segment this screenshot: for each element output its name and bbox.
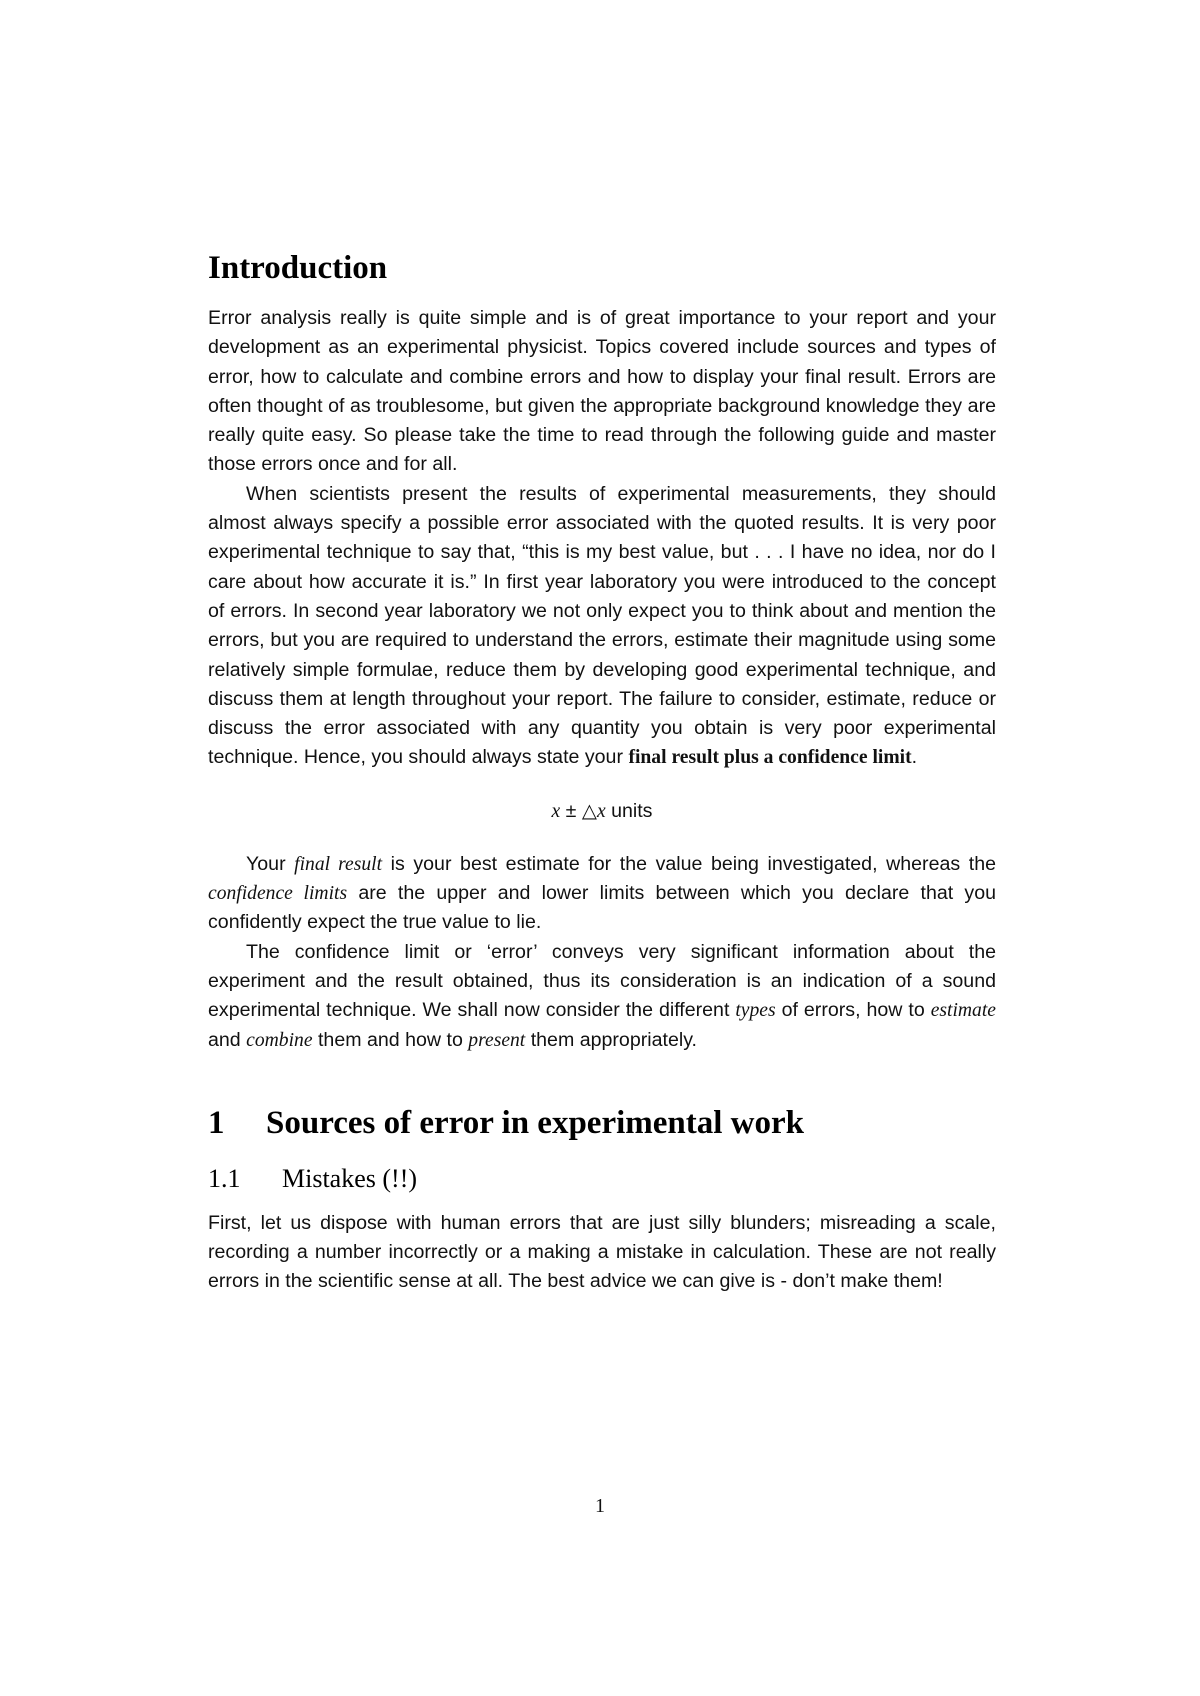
p4-text-3: and	[208, 1028, 247, 1051]
p3-text-3: are the upper and lower limits between which you declare that you confidently expect the true value to lie.	[208, 882, 997, 934]
result-equation	[208, 797, 996, 826]
equation-x: x	[551, 800, 561, 822]
subsection-1-1-heading	[208, 1161, 996, 1197]
p4-text-5: them appropriately.	[525, 1028, 697, 1051]
intro-paragraph-4	[208, 938, 996, 1055]
section-1-title: Sources of error in experimental work	[266, 1104, 804, 1141]
estimate-emphasis: estimate	[930, 1000, 996, 1022]
equation-units: units	[605, 799, 653, 822]
section-1-number: 1	[208, 1104, 225, 1141]
intro-paragraph-1: Error analysis really is quite simple and is of great importance to your report and your development as an experimental physicist. Topics covered include sources and types of error, how to calculate and combine errors and how to display your final result. Errors are often thought of as troublesome, but given the appropriate background knowledge they are really quite easy. So please take the time to read through the following guide and master those errors once and for all.	[208, 307, 996, 476]
mistakes-paragraph: First, let us dispose with human errors that are just silly blunders; misreading a scale, recording a number incorrectly or a making a mistake in calculation. These are not really errors in the scientific sense at all. The best advice we can give is - don’t make them!	[208, 1211, 996, 1293]
p3-text-2: is your best estimate for the value being investigated, whereas the	[382, 852, 996, 875]
confidence-limit-phrase: final result plus a confidence limit	[628, 747, 912, 769]
p4-text-2: of errors, how to	[775, 999, 931, 1022]
section-1-heading	[208, 1101, 996, 1145]
types-emphasis: types	[735, 1000, 776, 1022]
confidence-limits-emphasis: confidence limits	[208, 883, 348, 905]
intro-paragraph-2-end: .	[911, 746, 918, 769]
present-emphasis: present	[468, 1029, 526, 1051]
page-number: 1	[595, 1495, 605, 1517]
subsection-1-1-title: Mistakes (!!)	[282, 1163, 418, 1193]
introduction-heading: Introduction	[208, 250, 388, 286]
equation-plus-minus-delta: ± △	[560, 799, 597, 822]
p4-text-1: The confidence limit or ‘error’ conveys very significant information about the experiment and the result obtained, thus its consideration is an indication of a sound experimental technique. We shall now consider the different	[208, 940, 996, 1022]
equation-delta-x: x	[596, 800, 606, 822]
subsection-1-1-number: 1.1	[208, 1163, 241, 1193]
document-page	[208, 240, 996, 1297]
combine-emphasis: combine	[246, 1029, 313, 1051]
p4-text-4: them and how to	[312, 1028, 469, 1051]
intro-paragraph-2-text: When scientists present the results of experimental measurements, they should almost always specify a possible error associated with the quoted results. It is very poor experimental technique to say that, “this is my best value, but . . . I have no idea, nor do I care about how accurate it is.” In first year laboratory you were introduced to the concept of errors. In second year laboratory we not only expect you to think about and mention the errors, but you are required to understand the errors, estimate their magnitude using some relatively simple formulae, reduce them by developing good experimental technique, and discuss them at length throughout your report. The failure to consider, estimate, reduce or discuss the error associated with any quantity you obtain is very poor experimental technique. Hence, you should always state your	[208, 482, 996, 769]
final-result-emphasis: final result	[294, 853, 383, 875]
intro-paragraph-2	[208, 480, 996, 773]
intro-paragraph-3	[208, 850, 996, 938]
p3-text-1: Your	[246, 852, 295, 875]
